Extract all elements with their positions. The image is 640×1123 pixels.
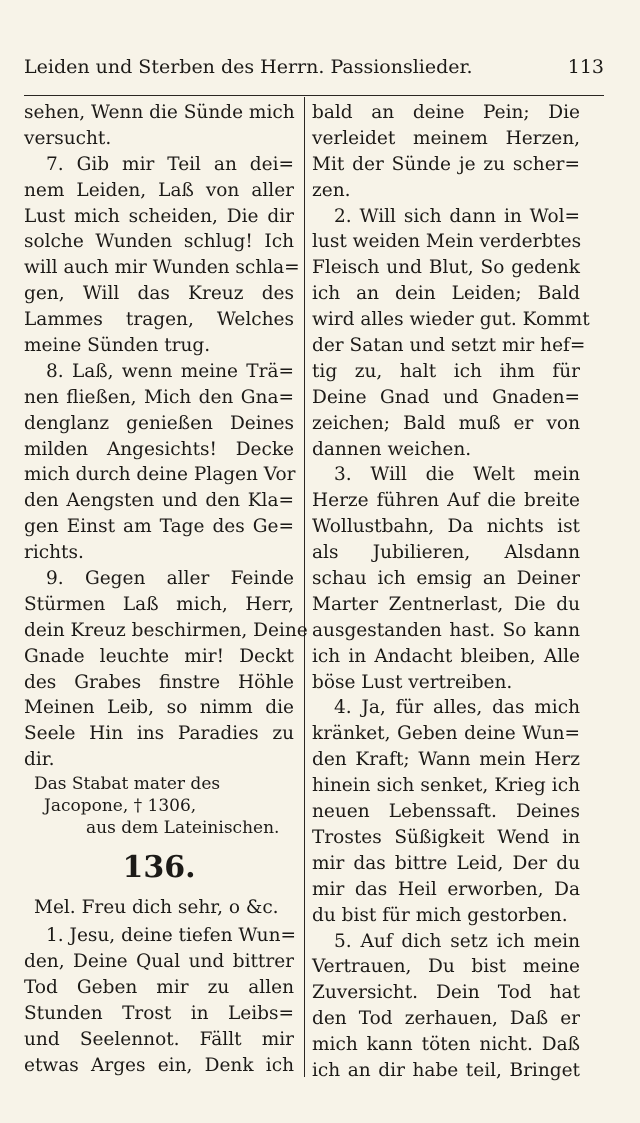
text-line: 1. Jesu, deine tiefen Wun=: [46, 925, 297, 947]
right-column-verses: [312, 100, 590, 1084]
text-line: Trostes Süßigkeit Wend in: [312, 826, 580, 848]
text-line: mich kann töten nicht. Daß: [312, 1034, 580, 1056]
text-line: ausgestanden hast. So kann: [312, 619, 580, 641]
text-line: Lust mich scheiden, Die dir: [24, 205, 294, 227]
text-line: 7. Gib mir Teil an dei=: [46, 153, 294, 175]
text-line: Marter Zentnerlast, Die du: [312, 593, 580, 615]
text-line: tig zu, halt ich ihm für: [312, 360, 580, 382]
text-line: und Seelennot. Fällt mir: [24, 1028, 294, 1050]
left-column-verses: [24, 100, 308, 773]
text-line: ich an dein Leiden; Bald: [312, 283, 580, 305]
text-line: 3. Will die Welt mein: [334, 464, 580, 486]
source-line: Das Stabat mater des: [34, 774, 221, 795]
text-line: dannen weichen.: [312, 438, 472, 460]
text-line: du bist für mich gestorben.: [312, 904, 568, 926]
text-line: Wollustbahn, Da nichts ist: [312, 516, 580, 538]
text-line: Vertrauen, Du bist meine: [312, 956, 580, 978]
text-line: gen Einst am Tage des Ge=: [24, 516, 294, 538]
text-line: Gnade leuchte mir! Deckt: [24, 645, 294, 667]
text-line: Mit der Sünde je zu scher=: [312, 153, 580, 175]
text-line: Deine Gnad und Gnaden=: [312, 386, 580, 408]
text-line: Fleisch und Blut, So gedenk: [312, 257, 580, 279]
text-line: den Kraft; Wann mein Herz: [312, 749, 580, 771]
text-line: Stunden Trost in Leibs=: [24, 1002, 294, 1024]
text-line: richts.: [24, 542, 84, 564]
text-line: ich an dir habe teil, Bringet: [312, 1059, 580, 1081]
text-line: Zuversicht. Dein Tod hat: [312, 982, 580, 1004]
text-line: neuen Lebenssaft. Deines: [312, 801, 580, 823]
text-line: Tod Geben mir zu allen: [24, 976, 294, 998]
text-line: zeichen; Bald muß er von: [312, 412, 580, 434]
text-line: etwas Arges ein, Denk ich: [24, 1054, 294, 1076]
text-line: versucht.: [24, 127, 112, 149]
left-column-verses-hymn-136: [24, 923, 297, 1078]
text-line: böse Lust vertreiben.: [312, 671, 513, 693]
text-line: 5. Auf dich setz ich mein: [334, 930, 580, 952]
text-line: Meinen Leib, so nimm die: [24, 697, 294, 719]
text-line: solche Wunden schlug! Ich: [24, 231, 294, 253]
text-line: meine Sünden trug.: [24, 335, 211, 357]
text-line: 8. Laß, wenn meine Trä=: [46, 360, 294, 382]
text-line: denglanz genießen Deines: [24, 412, 294, 434]
text-line: 9. Gegen aller Feinde: [46, 568, 294, 590]
source-line: aus dem Lateinischen.: [86, 818, 280, 839]
right-column: [312, 100, 590, 1084]
text-line: sehen, Wenn die Sünde mich: [24, 102, 295, 123]
text-line: dir.: [24, 749, 55, 771]
text-line: kränket, Geben deine Wun=: [312, 723, 580, 745]
text-line: schau ich emsig an Deiner: [312, 568, 580, 590]
text-line: nen fließen, Mich den Gna=: [24, 386, 294, 408]
text-line: will auch mir Wunden schla=: [24, 257, 300, 279]
header-rule: [24, 95, 604, 96]
page-number: 113: [567, 56, 604, 78]
text-line: mich durch deine Plagen Vor: [24, 464, 296, 486]
source-line: Jacopone, † 1306,: [44, 796, 197, 817]
text-line: Stürmen Laß mich, Herr,: [24, 593, 294, 615]
text-line: der Satan und setzt mir hef=: [312, 335, 586, 357]
text-line: ich in Andacht bleiben, Alle: [312, 645, 580, 667]
left-column: [24, 100, 308, 1079]
text-line: Herze führen Auf die breite: [312, 490, 580, 512]
text-line: 2. Will sich dann in Wol=: [334, 205, 580, 227]
text-line: Seele Hin ins Paradies zu: [24, 723, 294, 745]
text-line: den, Deine Qual und bittrer: [24, 951, 294, 973]
text-line: wird alles wieder gut. Kommt: [312, 309, 590, 331]
text-line: milden Angesichts! Decke: [24, 438, 294, 460]
text-line: als Jubilieren, Alsdann: [312, 542, 580, 564]
text-line: gen, Will das Kreuz des: [24, 283, 294, 305]
text-line: dein Kreuz beschirmen, Deine: [24, 619, 308, 641]
column-divider: [304, 97, 305, 1077]
text-line: bald an deine Pein; Die: [312, 102, 580, 123]
text-line: Lammes tragen, Welches: [24, 309, 294, 331]
text-line: hinein sich senket, Krieg ich: [312, 775, 580, 797]
running-header: [24, 56, 604, 78]
text-line: nem Leiden, Laß von aller: [24, 179, 294, 201]
hymn-source: [24, 773, 294, 839]
text-line: 4. Ja, für alles, das mich: [334, 697, 580, 719]
text-line: den Aengsten und den Kla=: [24, 490, 294, 512]
text-line: verleidet meinem Herzen,: [312, 127, 580, 149]
text-line: zen.: [312, 179, 351, 201]
hymn-number: 136.: [122, 850, 196, 886]
text-line: des Grabes finstre Höhle: [24, 671, 294, 693]
text-line: mir das Heil erworben, Da: [312, 878, 580, 900]
text-line: mir das bittre Leid, Der du: [312, 852, 580, 874]
running-title: Leiden und Sterben des Herrn. Passionslieder.: [24, 56, 473, 78]
text-line: lust weiden Mein verderbtes: [312, 231, 582, 253]
melody-line: Mel. Freu dich sehr, o &c.: [34, 897, 279, 919]
text-line: den Tod zerhauen, Daß er: [312, 1008, 580, 1030]
